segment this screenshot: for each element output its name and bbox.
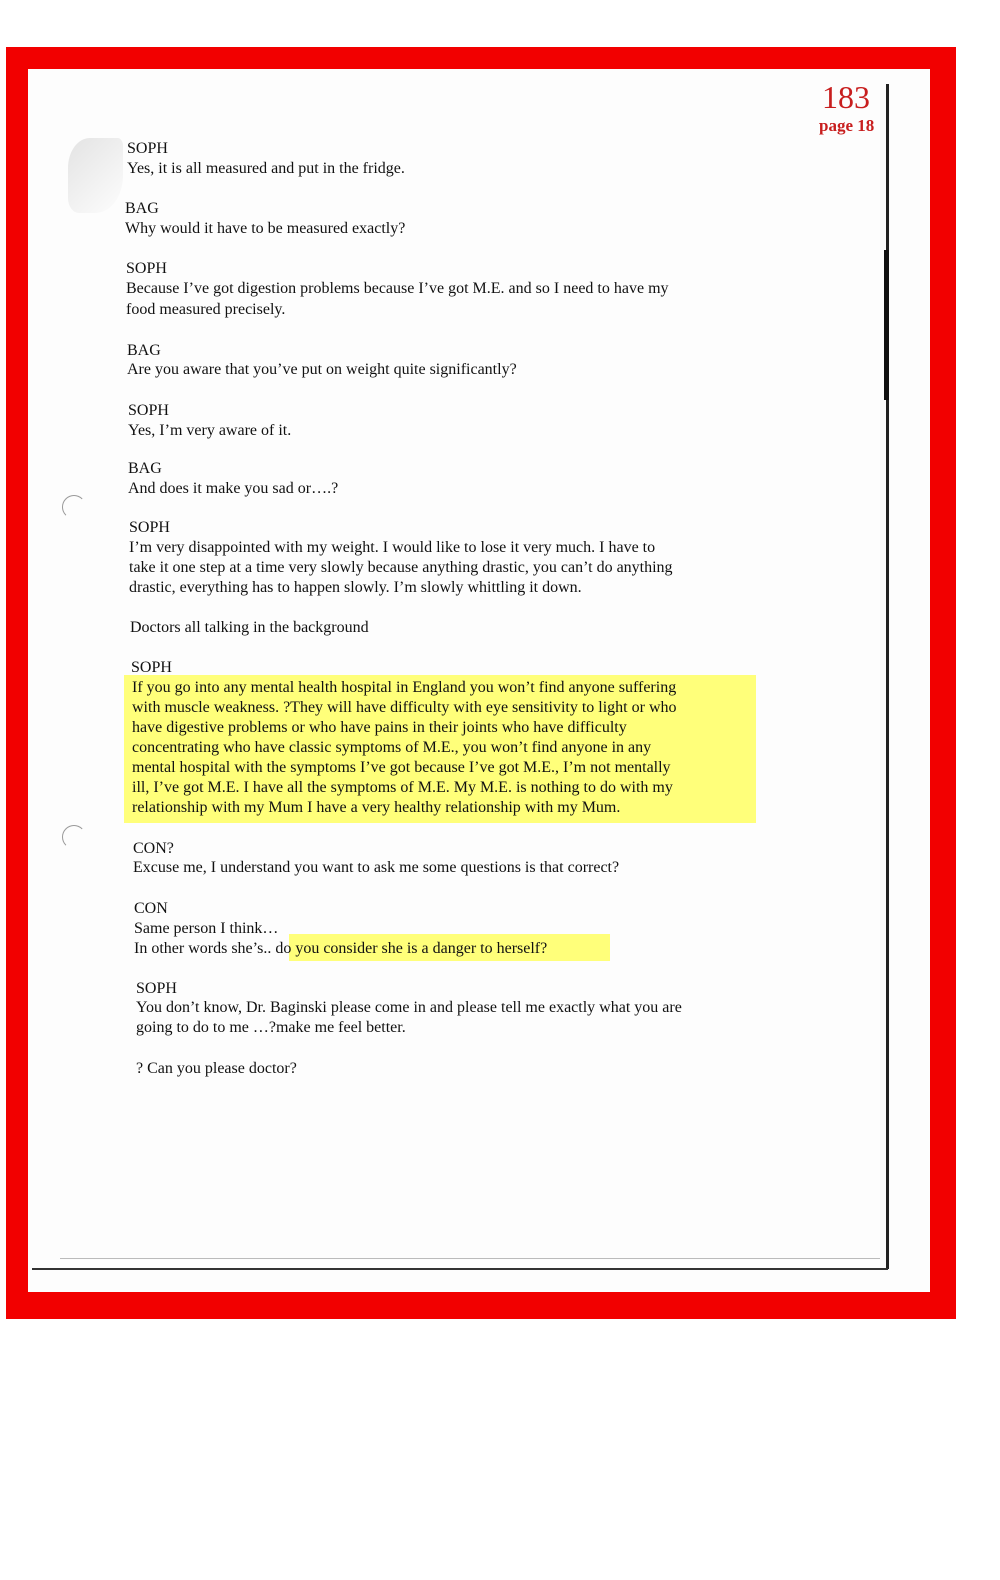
scan-smudge: [68, 138, 123, 213]
speaker-label: BAG: [128, 460, 162, 477]
speaker-label: BAG: [125, 200, 159, 217]
dialogue-line: [134, 939, 547, 959]
dialogue-line: Because I’ve got digestion problems because I’ve got M.E. and so I need to have my: [126, 280, 669, 297]
speaker-label: SOPH: [128, 402, 169, 419]
dialogue-line: Are you aware that you’ve put on weight quite significantly?: [127, 361, 517, 378]
punch-hole-mark: [62, 825, 86, 849]
speaker-label: SOPH: [126, 260, 167, 277]
speaker-label: CON: [134, 900, 168, 917]
speaker-label: SOPH: [127, 140, 168, 157]
dialogue-line: Yes, I’m very aware of it.: [128, 422, 292, 439]
dialogue-line: Why would it have to be measured exactly?: [125, 220, 406, 237]
page-sub-label: page 18: [819, 116, 875, 135]
dialogue-line: Same person I think…: [134, 920, 279, 937]
dialogue-line-highlighted: concentrating who have classic symptoms of M.E., you won’t find anyone in any: [132, 739, 652, 756]
dialogue-prefix: In other words she’s..: [134, 940, 272, 957]
speaker-label: SOPH: [131, 659, 172, 676]
speaker-label: CON?: [133, 840, 174, 857]
dialogue-line: And does it make you sad or….?: [128, 480, 339, 497]
dialogue-line-highlighted: mental hospital with the symptoms I’ve got because I’ve got M.E., I’m not mentally: [132, 759, 671, 776]
speaker-label: SOPH: [136, 980, 177, 997]
speaker-label: SOPH: [129, 519, 170, 536]
stage-note: Doctors all talking in the background: [130, 619, 369, 636]
dialogue-line: take it one step at a time very slowly because anything drastic, you can’t do anything: [129, 559, 673, 576]
dialogue-line-highlighted: ill, I’ve got M.E. I have all the symptoms of M.E. My M.E. is nothing to do with my: [132, 779, 673, 796]
page-number: 183: [822, 79, 870, 115]
page-bottom-edge: [32, 1268, 888, 1270]
dialogue-line: going to do to me …?make me feel better.: [136, 1019, 406, 1036]
dialogue-line: You don’t know, Dr. Baginski please come in and please tell me exactly what you are: [136, 999, 682, 1016]
dialogue-line-highlighted: If you go into any mental health hospital in England you won’t find anyone suffering: [132, 679, 677, 696]
dialogue-line-highlighted: have digestive problems or who have pains in their joints who have difficulty: [132, 719, 627, 736]
dialogue-line: Excuse me, I understand you want to ask me some questions is that correct?: [133, 859, 620, 876]
dialogue-line-highlighted: relationship with my Mum I have a very healthy relationship with my Mum.: [132, 799, 621, 816]
speaker-label: BAG: [127, 342, 161, 359]
closing-note: ? Can you please doctor?: [136, 1060, 297, 1077]
page-right-edge-shadow: [884, 250, 889, 400]
dialogue-highlight: do you consider she is a danger to herself?: [275, 940, 548, 957]
dialogue-line-highlighted: with muscle weakness. ?They will have difficulty with eye sensitivity to light or who: [132, 699, 677, 716]
dialogue-line: I’m very disappointed with my weight. I would like to lose it very much. I have to: [129, 539, 656, 556]
dialogue-line: Yes, it is all measured and put in the fridge.: [127, 160, 405, 177]
punch-hole-mark: [62, 495, 86, 519]
dialogue-line: drastic, everything has to happen slowly. I’m slowly whittling it down.: [129, 579, 582, 596]
page-bottom-shadow: [60, 1258, 880, 1259]
dialogue-line: food measured precisely.: [126, 301, 286, 318]
